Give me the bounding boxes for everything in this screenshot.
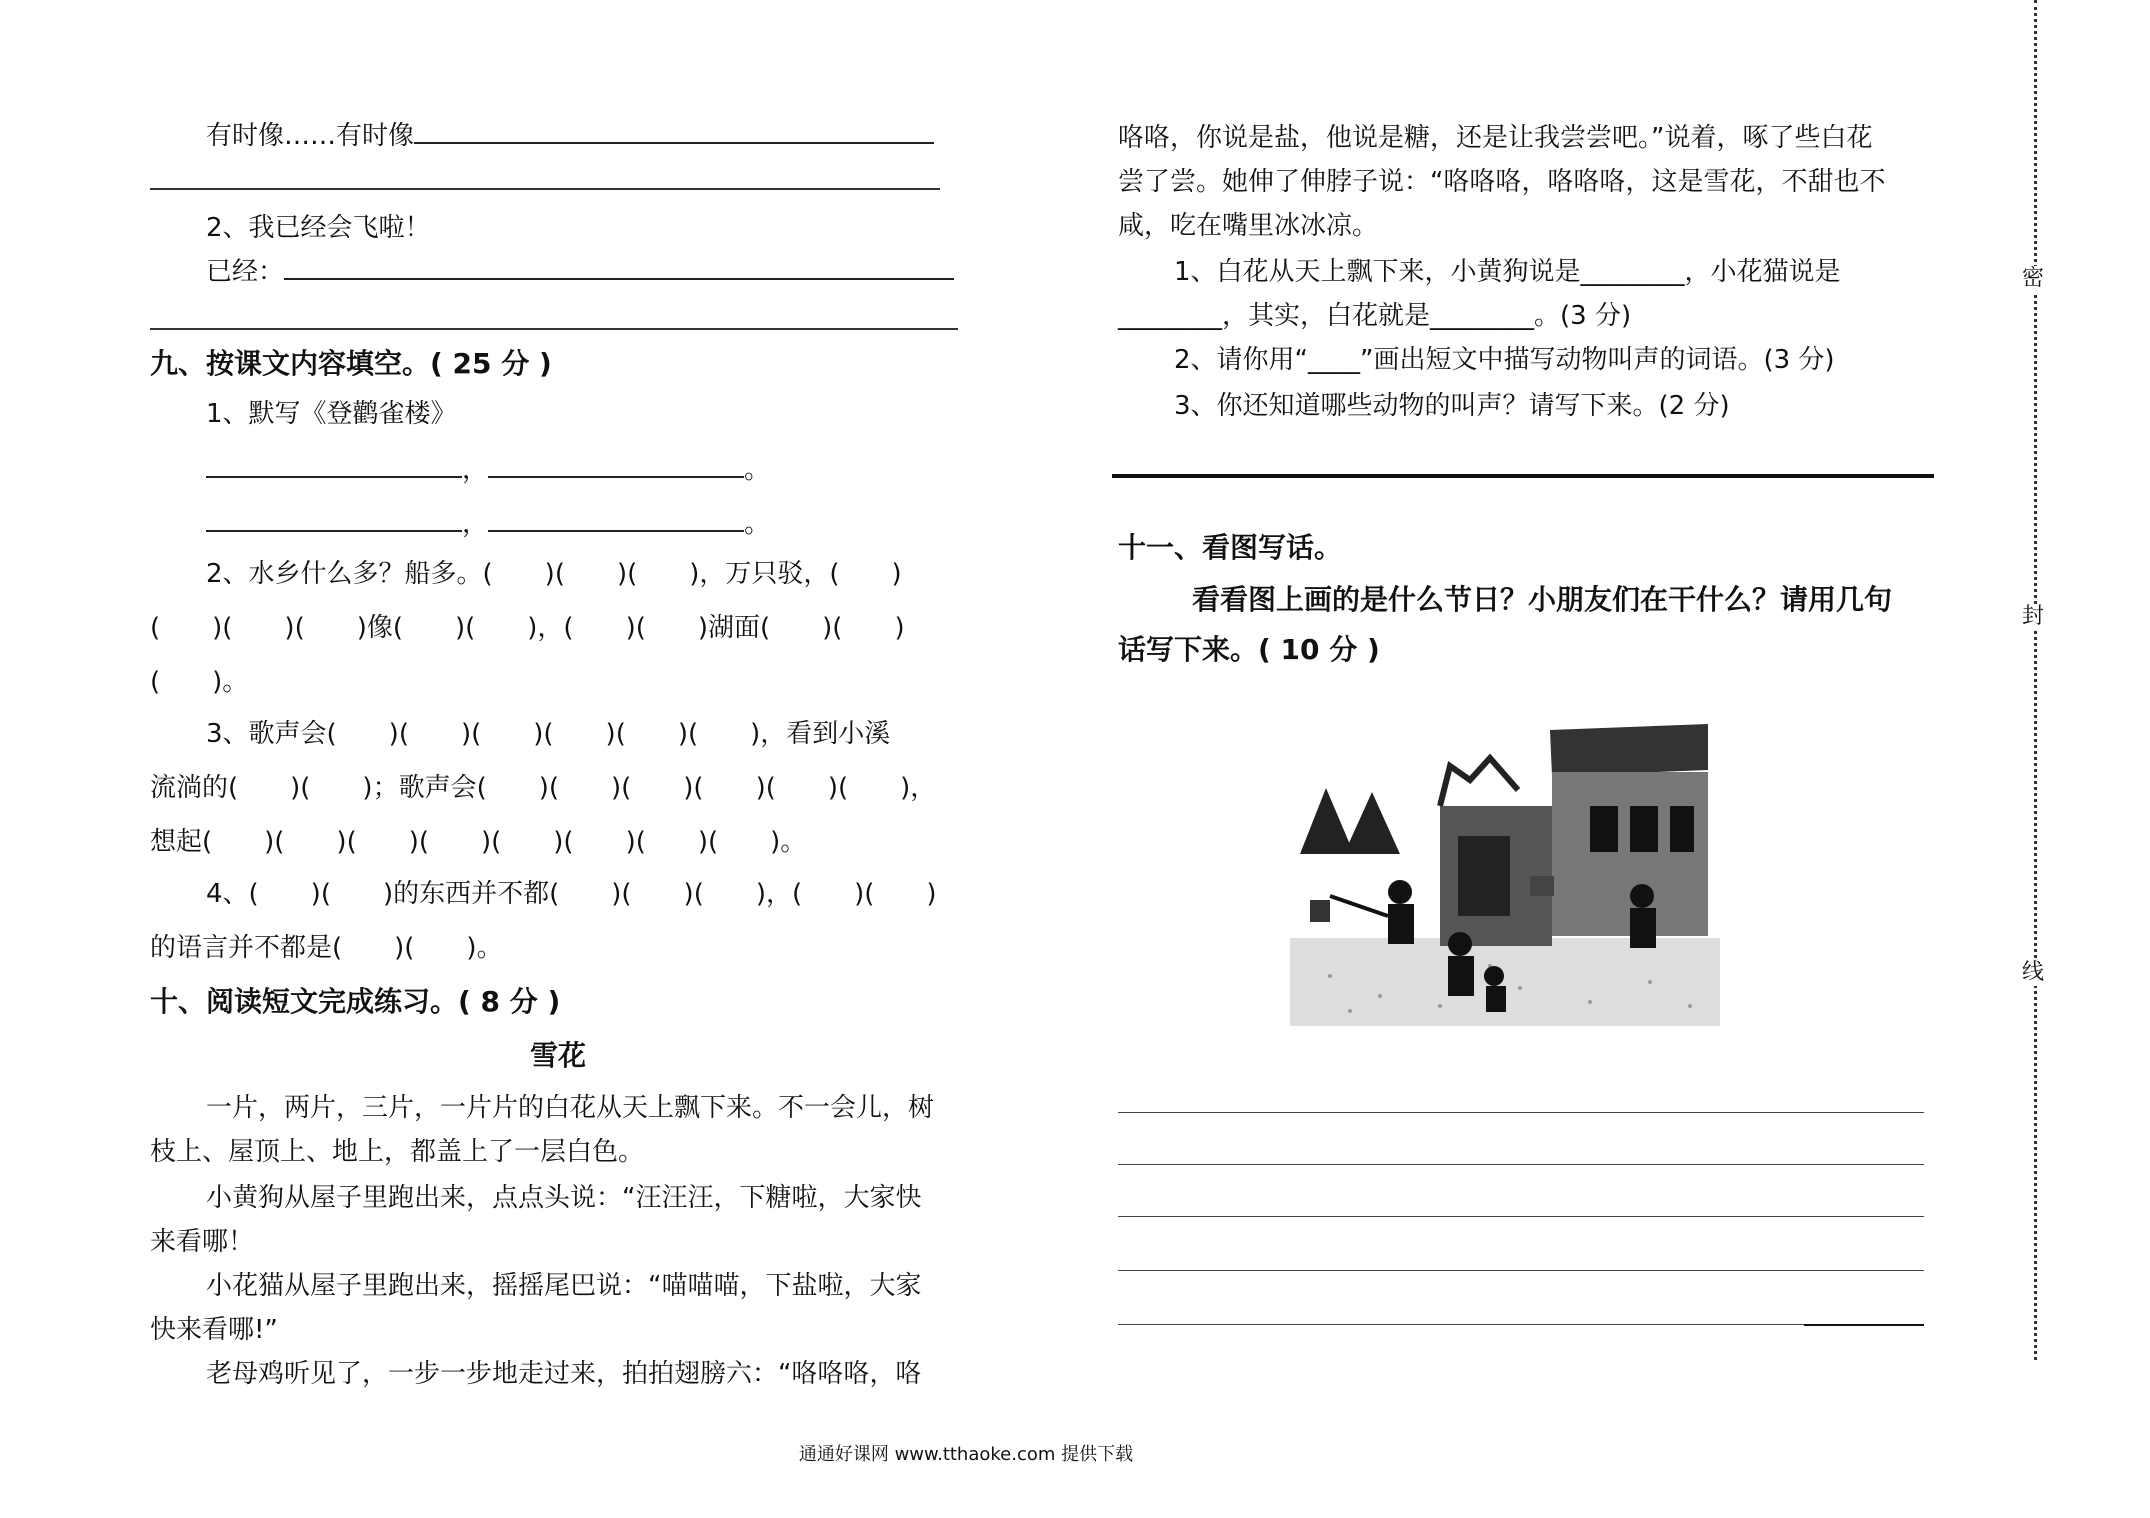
story-cont-1: 咯咯，你说是盐，他说是糖，还是让我尝尝吧。”说着，啄了些白花 — [1118, 123, 1873, 153]
section-10-title: 十、阅读短文完成练习。( 8 分 ) — [150, 985, 561, 1018]
poem-blank[interactable] — [488, 506, 744, 532]
question-fly: 2、我已经会飞啦！ — [206, 213, 431, 243]
ground — [1290, 938, 1720, 1026]
writing-line[interactable] — [1118, 1216, 1924, 1217]
q9-2-line-a: 2、水乡什么多？船多。( )( )( )，万只驳，( ) — [206, 559, 902, 589]
q9-3-line-a: 3、歌声会( )( )( )( )( )( )，看到小溪 — [206, 719, 891, 749]
firecracker-icon — [1440, 758, 1518, 806]
section-divider — [1112, 474, 1934, 478]
answer-line[interactable] — [150, 188, 940, 190]
section-9-title: 九、按课文内容填空。( 25 分 ) — [150, 347, 552, 380]
q9-4-line-a: 4、( )( )的东西并不都( )( )( )，( )( ) — [206, 879, 937, 909]
comma: ， — [462, 455, 489, 485]
q10-2: 2、请你用“____”画出短文中描写动物叫声的词语。(3 分) — [1174, 345, 1835, 375]
q9-2-line-c: ( )。 — [150, 667, 249, 697]
writing-line[interactable] — [1118, 1112, 1924, 1113]
binding-char-xian: 线 — [2022, 960, 2045, 985]
writing-line[interactable] — [1118, 1270, 1924, 1271]
answer-blank[interactable] — [284, 254, 954, 280]
q10-1-a: 1、白花从天上飘下来，小黄狗说是________，小花猫说是 — [1174, 257, 1841, 287]
story-title: 雪花 — [530, 1039, 587, 1072]
footer-credit: 通通好课网 www.tthaoke.com 提供下载 — [798, 1444, 1134, 1465]
poem-blank[interactable] — [206, 506, 462, 532]
lantern-icon — [1530, 876, 1554, 896]
poem-blank[interactable] — [206, 452, 462, 478]
yijing-label: 已经： — [206, 257, 285, 287]
poem-line-2 — [206, 506, 770, 542]
roof — [1550, 724, 1708, 776]
story-p2-b: 来看哪！ — [150, 1227, 255, 1257]
q9-3-line-c: 想起( )( )( )( )( )( )( )( )。 — [150, 827, 807, 857]
tree-icon — [1300, 788, 1354, 854]
picture-prompt-a: 看看图上画的是什么节日？小朋友们在干什么？请用几句 — [1192, 583, 1893, 616]
binding-char-mi: 密 — [2022, 266, 2045, 291]
q9-1: 1、默写《登鹳雀楼》 — [206, 399, 457, 429]
section-11-title: 十一、看图写话。 — [1118, 531, 1343, 564]
q9-3-line-b: 流淌的( )( )；歌声会( )( )( )( )( )( )， — [150, 773, 937, 803]
binding-char-feng: 封 — [2022, 604, 2045, 629]
story-p1-a: 一片，两片，三片，一片片的白花从天上飘下来。不一会儿，树 — [206, 1093, 935, 1123]
answer-blank[interactable] — [414, 118, 934, 144]
yijing-line — [206, 254, 954, 290]
writing-line[interactable] — [1118, 1164, 1924, 1165]
q10-1-b: ________，其实，白花就是________。(3 分) — [1118, 301, 1632, 331]
period: 。 — [744, 509, 771, 539]
tree-icon — [1344, 792, 1400, 854]
picture-prompt-b: 话写下来。( 10 分 ) — [1118, 633, 1380, 666]
sentence-line-1 — [206, 118, 934, 154]
story-p3-b: 快来看哪!” — [150, 1315, 278, 1345]
story-p2-a: 小黄狗从屋子里跑出来，点点头说：“汪汪汪，下糖啦，大家快 — [206, 1183, 922, 1213]
story-p1-b: 枝上、屋顶上、地上，都盖上了一层白色。 — [150, 1137, 645, 1167]
festival-illustration — [1290, 706, 1720, 1026]
writing-line-end — [1804, 1324, 1924, 1326]
q9-2-line-b: ( )( )( )像( )( )，( )( )湖面( )( ) — [150, 613, 905, 643]
answer-line[interactable] — [150, 328, 958, 330]
poem-blank[interactable] — [488, 452, 744, 478]
q10-3: 3、你还知道哪些动物的叫声？请写下来。(2 分) — [1174, 391, 1730, 421]
q9-4-line-b: 的语言并不都是( )( )。 — [150, 933, 503, 963]
binding-dotted-line — [2034, 0, 2037, 1360]
story-p3-a: 小花猫从屋子里跑出来，摇摇尾巴说：“喵喵喵，下盐啦，大家 — [206, 1271, 922, 1301]
sentence-prefix: 有时像……有时像 — [206, 121, 415, 151]
comma: ， — [462, 509, 489, 539]
period: 。 — [744, 455, 771, 485]
poem-line-1 — [206, 452, 770, 488]
story-cont-2: 尝了尝。她伸了伸脖子说：“咯咯咯，咯咯咯，这是雪花，不甜也不 — [1118, 167, 1886, 197]
story-p4-a: 老母鸡听见了，一步一步地走过来，拍拍翅膀六：“咯咯咯，咯 — [206, 1359, 922, 1389]
lantern-icon — [1310, 900, 1330, 922]
story-cont-3: 咸，吃在嘴里冰冰凉。 — [1118, 211, 1379, 241]
